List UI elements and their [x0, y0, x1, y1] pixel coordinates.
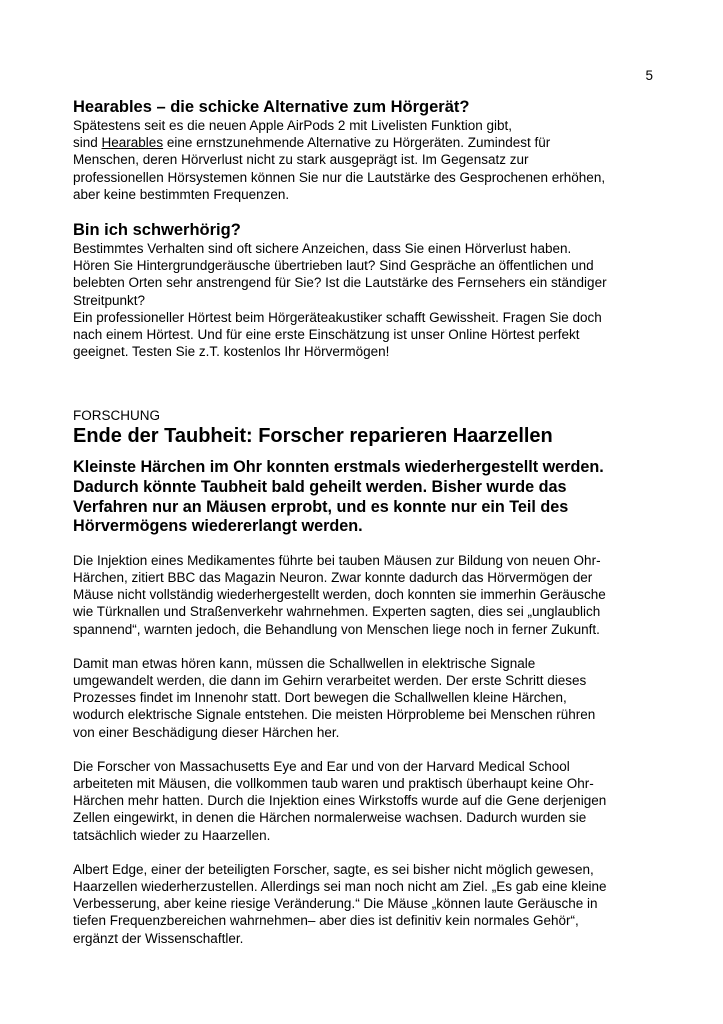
- text-line: ergänzt der Wissenschaftler.: [73, 930, 244, 946]
- text-line: Spätestens seit es die neuen Apple AirPods 2 mit Livelisten Funktion gibt,: [73, 118, 513, 133]
- text-span: sind: [73, 135, 102, 151]
- article-paragraph: [73, 861, 658, 947]
- article-paragraph: [73, 758, 658, 844]
- hearables-link[interactable]: Hearables: [101, 135, 164, 151]
- text-line: professionellen Hörsystemen können Sie nur die Lautstärke des Gesprochenen erhöhen,: [73, 169, 606, 185]
- text-line: Die Injektion eines Medikamentes führte bei tauben Mäusen zur Bildung von neuen Ohr-: [73, 552, 601, 568]
- text-line: wie Türknallen und Straßenverkehr wahrnehmen. Experten sagten, dies sei „unglaublich: [73, 604, 601, 620]
- lead-line: Verfahren nur an Mäusen erprobt, und es konnte nur ein Teil des: [73, 497, 569, 516]
- text-line: Ein professioneller Hörtest beim Hörgeräteakustiker schafft Gewissheit. Fragen Sie doch: [73, 309, 602, 325]
- text-line: Streitpunkt?: [73, 292, 146, 308]
- text-line: Verbesserung, aber keine riesige Veränderung.“ Die Mäuse „können laute Geräusche in: [73, 896, 598, 912]
- page-number: 5: [645, 68, 653, 83]
- article-kicker: FORSCHUNG: [73, 408, 160, 424]
- text-line: tatsächlich wieder zu Haarzellen.: [73, 827, 271, 843]
- section-body-hearables: [73, 117, 658, 203]
- page-content: [73, 97, 658, 947]
- text-line: Härchen mehr hatten. Durch die Injektion eines Wirkstoffs wurde auf die Gene derjenigen: [73, 793, 607, 809]
- article: [73, 407, 658, 946]
- text-line: [73, 134, 658, 151]
- text-line: Härchen, zitiert BBC das Magazin Neuron. Zwar konnte dadurch das Hörvermögen der: [73, 570, 593, 586]
- text-line: arbeiteten mit Mäusen, die vollkommen taub waren und praktisch überhaupt keine Ohr-: [73, 776, 594, 792]
- text-line: belebten Orten sehr anstrengend für Sie? Ist die Lautstärke des Fernsehers ein ständiger: [73, 275, 607, 291]
- text-span: eine ernstzunehmende Alternative zu Hörgeräten. Zumindest für: [163, 135, 551, 151]
- text-line: Zellen eingewirkt, in denen die Härchen normalerweise wachsen. Dadurch wurden sie: [73, 810, 587, 826]
- section-heading-schwerhoerig: Bin ich schwerhörig?: [73, 221, 241, 240]
- lead-line: Dadurch könnte Taubheit bald geheilt werden. Bisher wurde das: [73, 478, 567, 497]
- text-line: Mäuse nicht vollständig wiederhergestellt werden, doch konnten sie immerhin Geräusche: [73, 587, 606, 603]
- text-line: wodurch elektrische Signale entstehen. Die meisten Hörprobleme bei Menschen rühren: [73, 707, 596, 723]
- text-line: Bestimmtes Verhalten sind oft sichere Anzeichen, dass Sie einen Hörverlust haben.: [73, 241, 572, 257]
- text-line: Hören Sie Hintergrundgeräusche übertrieben laut? Sind Gespräche an öffentlichen und: [73, 258, 594, 274]
- article-lead: [73, 458, 658, 536]
- lead-line: Hörvermögens wiedererlangt werden.: [73, 517, 363, 536]
- section-heading-hearables: Hearables – die schicke Alternative zum Hörgerät?: [73, 98, 470, 116]
- text-line: Haarzellen wiederherzustellen. Allerdings sei man noch nicht am Ziel. „Es gab eine kleine: [73, 879, 607, 895]
- article-paragraph: [73, 655, 658, 741]
- text-line: nach einem Hörtest. Und für eine erste Einschätzung ist unser Online Hörtest perfekt: [73, 327, 580, 343]
- text-line: Albert Edge, einer der beteiligten Forscher, sagte, es sei bisher nicht möglich gewesen,: [73, 861, 594, 877]
- text-line: Die Forscher von Massachusetts Eye and Ear und von der Harvard Medical School: [73, 758, 570, 774]
- text-line: von einer Beschädigung dieser Härchen her.: [73, 724, 340, 740]
- article-headline: Ende der Taubheit: Forscher reparieren Haarzellen: [73, 425, 553, 448]
- article-paragraph: [73, 552, 658, 638]
- text-line: aber keine bestimmten Frequenzen.: [73, 186, 290, 202]
- text-line: Menschen, deren Hörverlust nicht zu stark ausgeprägt ist. Im Gegensatz zur: [73, 152, 529, 168]
- text-line: geeignet. Testen Sie z.T. kostenlos Ihr Hörvermögen!: [73, 344, 390, 360]
- text-line: Damit man etwas hören kann, müssen die Schallwellen in elektrische Signale: [73, 655, 536, 671]
- text-line: spannend“, warnten jedoch, die Behandlung von Menschen liege noch in ferner Zukunft.: [73, 621, 600, 637]
- section-hearables: [73, 97, 658, 203]
- lead-line: Kleinste Härchen im Ohr konnten erstmals wiederhergestellt werden.: [73, 458, 604, 477]
- section-schwerhoerig: [73, 220, 658, 360]
- text-line: tiefen Frequenzbereichen wahrnehmen– aber dies ist definitiv kein normales Gehör“,: [73, 913, 579, 929]
- text-line: umgewandelt werden, die dann im Gehirn verarbeitet werden. Der erste Schritt dieses: [73, 673, 587, 689]
- text-line: Prozesses findet im Innenohr statt. Dort bewegen die Schallwellen kleine Härchen,: [73, 690, 567, 706]
- section-body-schwerhoerig: [73, 240, 658, 360]
